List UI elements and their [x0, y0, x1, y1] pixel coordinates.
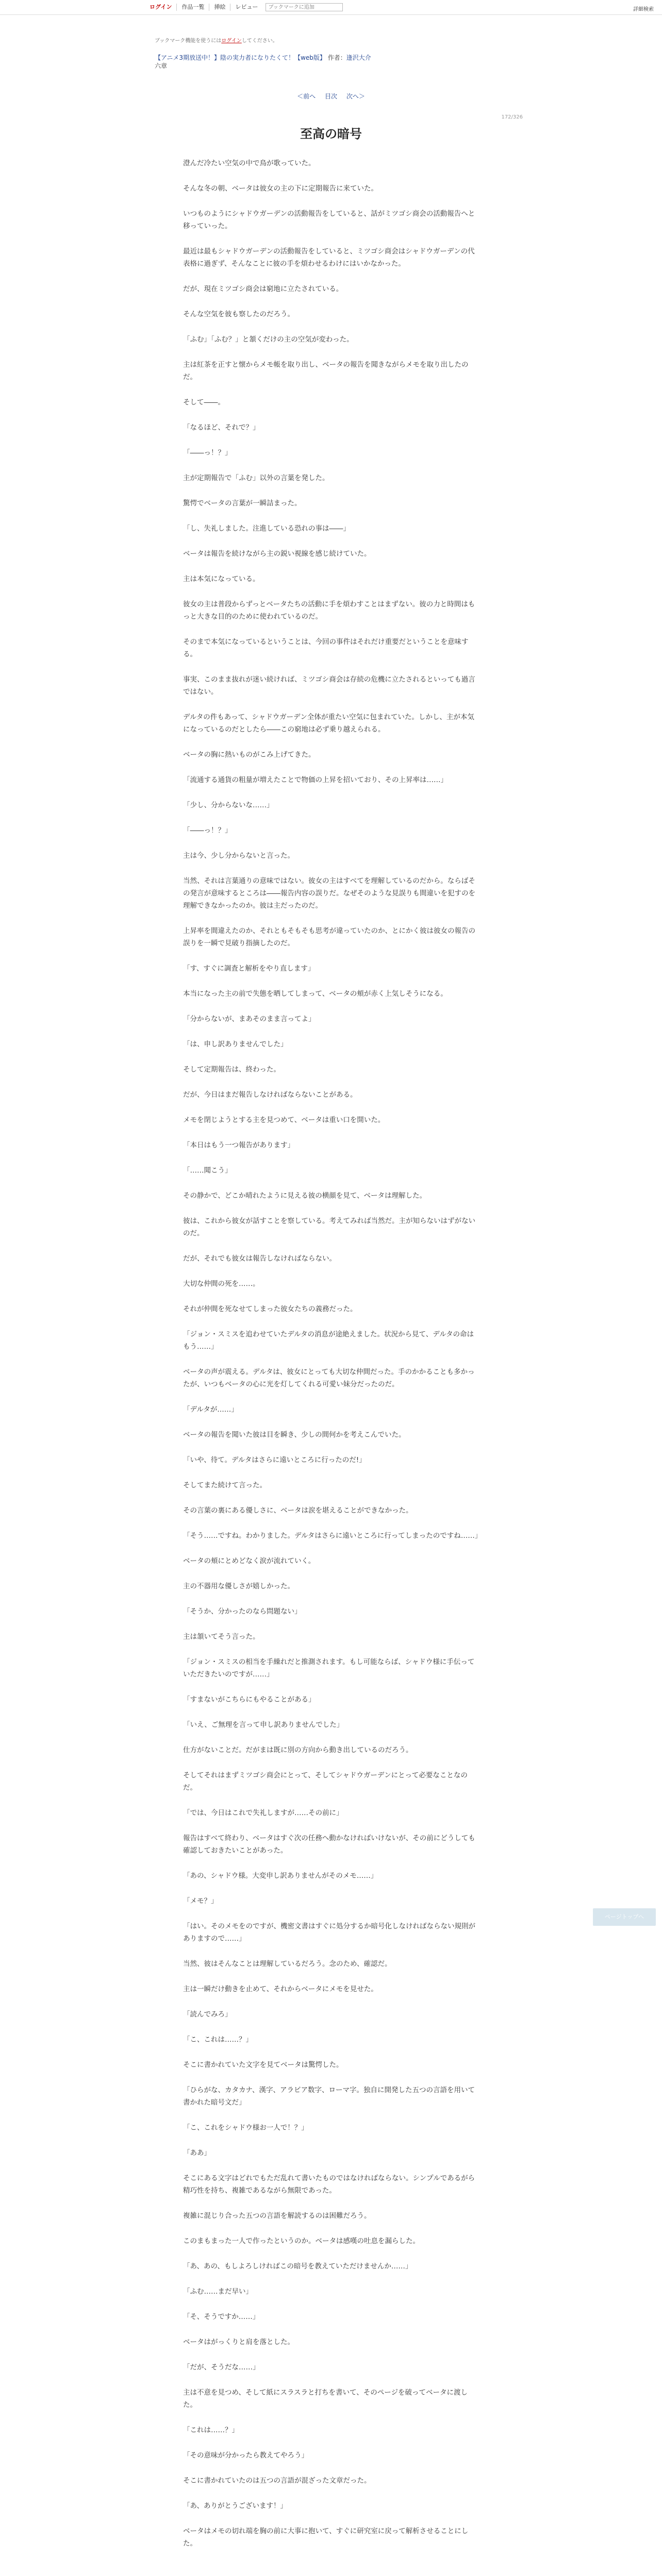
paragraph: 「これは……？」 — [183, 2426, 239, 2434]
paragraph: 「こ、これは……？」 — [183, 2036, 253, 2044]
paragraph: だが、現在ミツゴシ商会は窮地に立たされている。 — [183, 285, 343, 293]
author-label: 作者： — [327, 54, 346, 61]
paragraph: ベータはがっくりと肩を落とした。 — [183, 2338, 294, 2346]
series-info — [155, 54, 443, 70]
paragraph: 本当になった主の前で失態を晒してしまって、ベータの頬が赤く上気しそうになる。 — [183, 990, 448, 998]
next-link[interactable]: 次へ＞ — [346, 93, 365, 100]
paragraph: 大切な仲間の死を……。 — [183, 1280, 260, 1288]
paragraph: 主は頷いてそう言った。 — [183, 1633, 260, 1641]
paragraph: ベータは報告を続けながら主の鋭い視線を感じ続けていた。 — [183, 550, 371, 558]
notice-login-link[interactable]: ログイン — [221, 38, 242, 44]
paragraph: 主が定期報告で「ふむ」以外の言葉を発した。 — [183, 474, 329, 482]
series-title-link[interactable]: 【アニメ3期放送中！】陰の実力者になりたくて！【web版】 — [155, 54, 326, 61]
paragraph: 「ああ」 — [183, 2149, 211, 2157]
paragraph: ベータの胸に熱いものがこみ上げてきた。 — [183, 751, 316, 759]
paragraph: 「メモ？」 — [183, 1897, 218, 1905]
paragraph: 主は本気になっている。 — [183, 575, 260, 583]
paragraph: ベータの頬にとめどなく涙が流れていく。 — [183, 1557, 316, 1565]
paragraph: 「ふむ……まだ早い」 — [183, 2287, 253, 2296]
paragraph: そんな空気を彼も察したのだろう。 — [183, 310, 294, 318]
paragraph: 「デルタが……」 — [183, 1405, 238, 1414]
paragraph: そして――。 — [183, 398, 225, 406]
works-link[interactable]: 作品一覧 — [177, 4, 209, 11]
paragraph: 「ひらがな、カタカナ、漢字、アラビア数字、ローマ字。独自に開発した五つの言語を用いて書かれた暗号文だ」 — [183, 2086, 475, 2107]
detail-search-link[interactable]: 詳細検索 — [633, 7, 654, 12]
paragraph: 「少し、分からないな……」 — [183, 801, 274, 809]
paragraph: そんな冬の朝、ベータは彼女の主の下に定期報告に来ていた。 — [183, 184, 378, 193]
paragraph: ベータの声が震える。デルタは、彼女にとっても大切な仲間だった。手のかかることも多かったが、いつもベータの心に光を灯してくれる可愛い妹分だったのだ。 — [183, 1368, 475, 1388]
paragraph: 「は、申し訳ありませんでした」 — [183, 1040, 288, 1048]
paragraph: 「あ、ありがとうございます！」 — [183, 2502, 287, 2510]
paragraph: 上昇率を間違えたのか、それともそもそも思考が違っていたのか、とにかく彼は彼女の報告の誤りを一瞬で見破り指摘したのだ。 — [183, 927, 475, 947]
bookmark-notice — [155, 36, 278, 44]
paragraph: 「読んでみろ」 — [183, 2010, 232, 2019]
paragraph: 複雑に混じり合った五つの言語を解読するのは困難だろう。 — [183, 2212, 371, 2220]
paragraph: 最近は最もシャドウガーデンの活動報告をしていると、ミツゴシ商会はシャドウガーデンの代表格に過ぎず、そんなことに彼の手を煩わせるわけにはいかなかった。 — [183, 247, 475, 268]
login-link[interactable]: ログイン — [150, 4, 177, 11]
paragraph: メモを閉じようとする主を見つめて、ベータは重い口を開いた。 — [183, 1116, 385, 1124]
paragraph: 「では、今日はこれで失礼しますが……その前に」 — [183, 1809, 343, 1817]
paragraph: 驚愕でベータの言葉が一瞬詰まった。 — [183, 499, 302, 507]
paragraph: そこに書かれていた文字を見てベータは驚愕した。 — [183, 2061, 343, 2069]
paragraph: その言葉の裏にある優しさに、ベータは涙を堪えることができなかった。 — [183, 1506, 413, 1515]
paragraph: 彼女の主は普段からずっとベータたちの活動に手を煩わすことはまずない。彼の力と時間はもっと大きな目的のために使われているのだ。 — [183, 600, 475, 621]
chapter-pager — [0, 92, 662, 100]
paragraph: その静かで、どこか晴れたように見える彼の横顔を見て、ベータは理解した。 — [183, 1192, 426, 1200]
novel-body — [183, 157, 482, 2563]
illust-link[interactable]: 挿絵 — [209, 4, 230, 11]
paragraph: 「ジョン・スミスを追わせていたデルタの消息が途絶えました。状況から見て、デルタの命はもう……」 — [183, 1330, 474, 1351]
paragraph: デルタの件もあって、シャドウガーデン全体が重たい空気に包まれていた。しかし、主が本気になっているのだとしたら――この窮地は必ず乗り越えられる。 — [183, 713, 474, 734]
paragraph: 「あの、シャドウ様。大変申し訳ありませんがそのメモ……」 — [183, 1872, 378, 1880]
paragraph: 「――っ！？」 — [183, 449, 232, 457]
paragraph: 澄んだ冷たい空気の中で鳥が歌っていた。 — [183, 159, 316, 167]
paragraph: 主は紅茶を正すと懐からメモ帳を取り出し、ベータの報告を聞きながらメモを取り出したのだ。 — [183, 361, 469, 381]
paragraph: それが仲間を死なせてしまった彼女たちの義務だった。 — [183, 1305, 357, 1313]
bookmark-input[interactable] — [266, 3, 343, 11]
paragraph: そしてまた続けて言った。 — [183, 1481, 267, 1489]
chapter-number: 172/326 — [501, 114, 523, 120]
paragraph: 「分からないが、まあそのまま言ってよ」 — [183, 1015, 316, 1023]
paragraph: 当然、彼はそんなことは理解しているだろう。念のため、確認だ。 — [183, 1960, 392, 1968]
paragraph: 「そう……ですね。わかりました。デルタはさらに遠いところに行ってしまったのですね……」 — [183, 1532, 482, 1540]
paragraph: 主は一瞬だけ動きを止めて、それからベータにメモを見せた。 — [183, 1985, 378, 1993]
paragraph: だが、それでも彼女は報告しなければならない。 — [183, 1255, 336, 1263]
paragraph: このまもまった一人で作ったというのか。ベータは感嘆の吐息を漏らした。 — [183, 2237, 420, 2245]
prev-link[interactable]: ＜前へ — [297, 93, 316, 100]
paragraph: 「なるほど、それで？」 — [183, 423, 260, 432]
chapter-group: 六章 — [155, 62, 168, 70]
paragraph: 「ふむ」「ふむ？」と頷くだけの主の空気が変わった。 — [183, 335, 354, 344]
paragraph: 「し、失礼しました。注進している恐れの事は――」 — [183, 524, 350, 533]
page-top-button[interactable]: ページトップへ — [593, 1908, 656, 1926]
notice-prefix: ブックマーク機能を使うには — [155, 38, 222, 44]
paragraph: 仕方がないことだ。だがまは既に別の方向から動き出しているのだろう。 — [183, 1746, 413, 1754]
paragraph: 「はい。そのメモをのですが、機密文書はすぐに処分するか暗号化しなければならない規則がありますので……」 — [183, 1922, 475, 1943]
paragraph: 「あ、あの、もしよろしければこの暗号を教えていただけませんか……」 — [183, 2262, 412, 2270]
paragraph: 事実、このまま抜れが迷い続ければ、ミツゴシ商会は存続の危機に立たされるといっても過言ではない。 — [183, 675, 475, 696]
paragraph: 「その意味が分かったら教えてやろう」 — [183, 2451, 308, 2460]
paragraph: 「そうか、分かったのなら問題ない」 — [183, 1607, 302, 1616]
paragraph: 「そ、そうですか……」 — [183, 2313, 260, 2321]
paragraph: 「――っ！？」 — [183, 826, 232, 835]
paragraph: 報告はすべて終わり、ベータはすぐ次の任務へ動かなければいけないが、その前にどうしても確認しておきたいことがあった。 — [183, 1834, 475, 1855]
chapter-title: 至高の暗号 — [300, 127, 362, 141]
review-link[interactable]: レビュー — [235, 4, 258, 10]
paragraph: 「流通する通貨の粗量が増えたことで物価の上昇を招いており、その上昇率は……」 — [183, 776, 448, 784]
paragraph: だが、今日はまだ報告しなければならないことがある。 — [183, 1091, 357, 1099]
author-link[interactable]: 逢沢大介 — [346, 54, 371, 61]
paragraph: そして定期報告は、終わった。 — [183, 1065, 280, 1074]
paragraph: 主は今、少し分からないと言った。 — [183, 852, 294, 860]
paragraph: そこに書かれていたのは五つの言語が混ざった文章だった。 — [183, 2477, 371, 2485]
paragraph: 「いえ、ご無理を言って申し訳ありませんでした」 — [183, 1721, 344, 1729]
paragraph: そのまで本気になっているということは、今回の事件はそれだけ重要だということを意味する。 — [183, 638, 469, 658]
paragraph: 当然、それは言葉通りの意味ではない。彼女の主はすべてを理解しているのだから。ならばその発言が意味するところは――報告内容の誤りだ。なぜそのような見誤りも間違いを犯すのを理解できなかったのか。彼は主だったのだ。 — [183, 877, 475, 910]
global-nav — [150, 3, 343, 11]
paragraph: 主は不意を見つめ、そして紙にスラスラと打ちを書いて、そのページを破ってベータに渡した。 — [183, 2388, 468, 2409]
paragraph: 「いや、待て。デルタはさらに遠いところに行ったのだ!」 — [183, 1456, 366, 1464]
paragraph: 「すまないがこちらにもやることがある」 — [183, 1696, 316, 1704]
toc-link[interactable]: 目次 — [324, 93, 337, 100]
paragraph: 彼は、これから彼女が話すことを察している。考えてみれば当然だ。主が知らないはずがないのだ。 — [183, 1217, 475, 1238]
paragraph: 「ジョン・スミスの相当を手繰れだと推測されます。もし可能ならば、シャドウ様に手伝っていただきたいのですが……」 — [183, 1658, 475, 1679]
paragraph: 「こ、これをシャドウ様お一人で！？」 — [183, 2124, 308, 2132]
paragraph: 主の不器用な優しさが嬉しかった。 — [183, 1582, 294, 1590]
paragraph: ベータはメモの切れ端を胸の前に大事に抱いて、すぐに研究室に戻って解析させることにした。 — [183, 2527, 469, 2548]
paragraph: 「本日はもう一つ報告があります」 — [183, 1141, 294, 1149]
notice-suffix: してください。 — [241, 38, 278, 44]
paragraph: ベータの報告を聞いた彼は目を瞬き、少しの間何かを考えこんでいた。 — [183, 1431, 406, 1439]
global-header — [0, 0, 662, 15]
paragraph: 「す、すぐに調査と解析をやり直します」 — [183, 964, 315, 973]
paragraph: 「……聞こう」 — [183, 1166, 232, 1175]
paragraph: そこにある文字はどれでもただ乱れて書いたものではなければならない。シンプルであるがら精巧性を持ち、複雑であるながら無限であった。 — [183, 2174, 475, 2195]
paragraph: いつものようにシャドウガーデンの活動報告をしていると、話がミツゴシ商会の活動報告へと移っていった。 — [183, 210, 475, 230]
paragraph: 「だが、そうだな……」 — [183, 2363, 260, 2371]
paragraph: そしてそれはまずミツゴシ商会にとって、そしてシャドウガーデンにとって必要なことなのだ。 — [183, 1771, 468, 1792]
